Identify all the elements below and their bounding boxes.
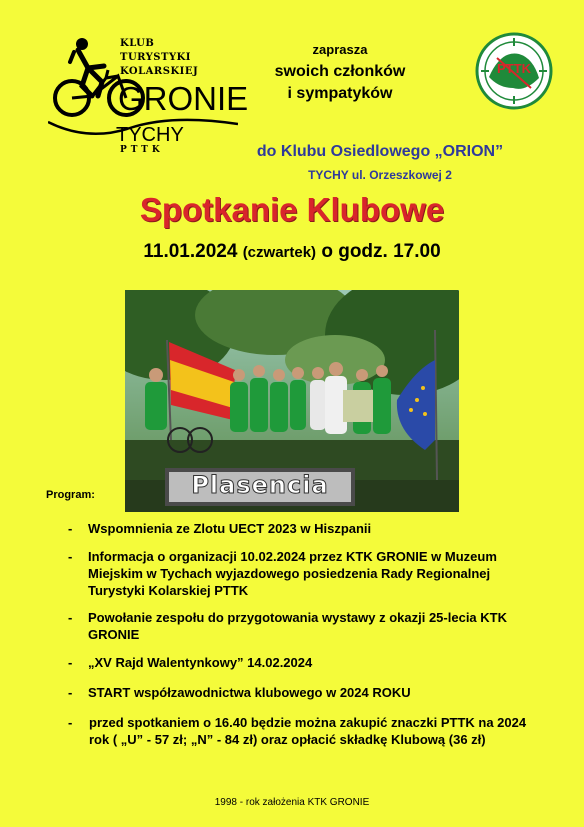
logo-text-gronie: GRONIE	[118, 80, 249, 117]
date-time: o godz. 17.00	[321, 241, 441, 262]
program-item-text: Wspomnienia ze Zlotu UECT 2023 w Hiszpanii	[88, 521, 372, 536]
logo-text-klub: KLUB	[120, 38, 155, 49]
program-item-dash: -	[68, 655, 73, 670]
program-item	[68, 609, 528, 643]
program-item	[68, 548, 528, 599]
program-item-dash: -	[68, 521, 73, 536]
program-item-text: przed spotkaniem o 16.40 będzie można zakupić znaczki PTTK na 2024 rok ( „U” - 57 zł; „N” - 84 zł) oraz opłacić składkę Klubową (36 zł)	[89, 715, 527, 747]
program-item-text: Powołanie zespołu do przygotowania wystawy z okazji 25-lecia KTK GRONIE	[88, 610, 507, 642]
event-date	[0, 241, 584, 263]
program-list	[68, 520, 568, 760]
pttk-badge-logo	[475, 32, 553, 110]
event-title: Spotkanie Klubowe	[139, 191, 445, 228]
logo-text-kolarskiej: KOLARSKIEJ	[120, 66, 199, 77]
program-item-dash: -	[68, 685, 73, 700]
pttk-badge-label: PTTK	[497, 61, 531, 76]
invitation-text	[255, 42, 425, 105]
program-item-text: START współzawodnictwa klubowego w 2024 ROKU	[88, 685, 411, 700]
program-label: Program:	[46, 489, 95, 501]
program-item	[68, 520, 568, 537]
venue-name: do Klubu Osiedlowego „ORION”	[256, 143, 504, 160]
logo-text-turystyki: TURYSTYKI	[120, 52, 191, 63]
group-photo	[125, 290, 459, 512]
venue-address: TYCHY ul. Orzeszkowej 2	[308, 168, 452, 182]
date-value: 11.01.2024	[143, 241, 238, 262]
program-item-dash: -	[68, 610, 73, 625]
photo-banner-text: Plasencia	[191, 471, 329, 499]
program-item-text: „XV Rajd Walentynkowy” 14.02.2024	[88, 655, 313, 670]
date-weekday: (czwartek)	[242, 244, 317, 261]
program-item	[68, 684, 568, 701]
program-item	[68, 654, 568, 671]
invite-sympathizers: i sympatyków	[287, 85, 393, 102]
logo-text-tychy: TYCHY	[116, 124, 184, 146]
program-item-dash: -	[68, 549, 73, 564]
program-item-text: Informacja o organizacji 10.02.2024 przez KTK GRONIE w Muzeum Miejskim w Tychach wyjazdowego posiedzenia Rady Regionalnej Turystyki Kolarskiej PTTK	[88, 549, 497, 598]
footer-note: 1998 - rok założenia KTK GRONIE	[214, 797, 370, 808]
program-item	[68, 714, 529, 748]
program-item-dash: -	[68, 715, 73, 730]
invite-members: swoich członków	[274, 63, 406, 80]
logo-text-pttk: PTTK	[120, 145, 164, 155]
club-logo	[48, 30, 249, 158]
invite-verb: zaprasza	[312, 42, 368, 57]
